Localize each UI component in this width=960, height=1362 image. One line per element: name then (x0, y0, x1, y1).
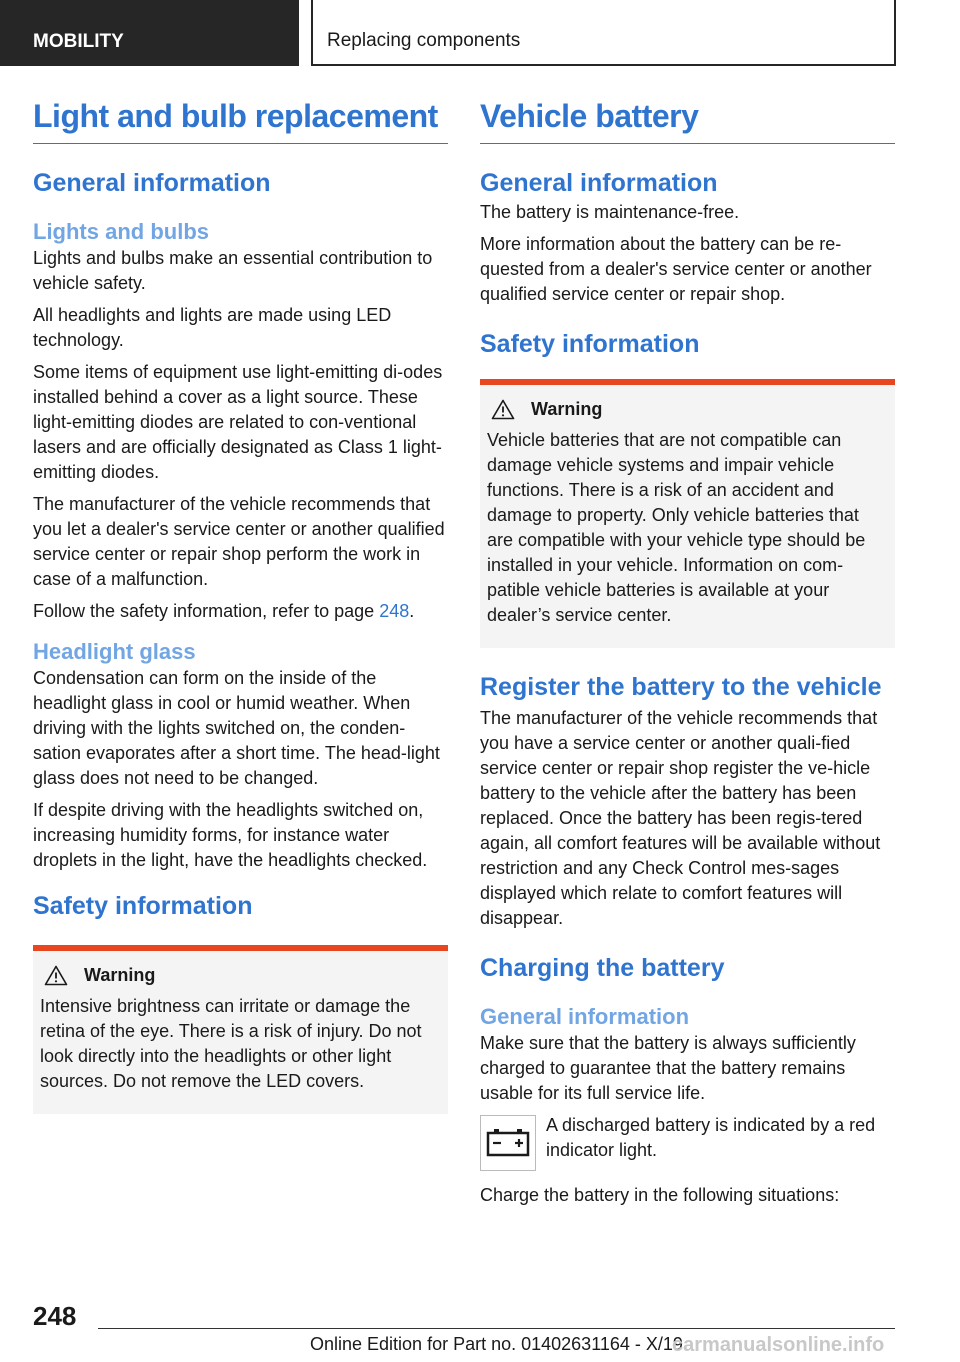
heading-lights-and-bulbs: Lights and bulbs (33, 219, 209, 244)
heading-charging-battery: Charging the battery (480, 954, 725, 982)
reference-text: Follow the safety information, refer to page (33, 601, 380, 621)
battery-indicator-text: A discharged battery is indicated by a red indicator light. (546, 1115, 876, 1160)
page-number: 248 (33, 1301, 77, 1331)
warning-title (40, 965, 441, 986)
heading-charging-general-information: General information (480, 1004, 690, 1029)
paragraph: The manufacturer of the vehicle recommends that you have a service center or another quali-fied service center or repair shop register the ve-hicle battery to the vehicle after the battery has been replaced. Once the battery has been regis-tered again, all comfort features will be available without restriction and any Check Control mes-sages displayed which relate to comfort features will disappear. (480, 708, 881, 928)
heading-safety-information: Safety information (33, 892, 253, 920)
heading-general-information: General information (33, 169, 271, 197)
warning-title (487, 399, 888, 420)
paragraph: All headlights and lights are made using LED technology. (33, 305, 392, 350)
paragraph: Some items of equipment use light-emitting di-odes installed behind a cover as a light source. These light-emitting diodes are related to con-ventional lasers and are officially designated as Class 1 light-emitting diodes. (33, 362, 443, 482)
watermark: carmanualsonline.info (672, 1334, 885, 1356)
warning-text: Vehicle batteries that are not compatible can damage vehicle systems and impair vehicle functions. There is a risk of an accident and damage to property. Only vehicle batteries that are compatible with your vehicle type should be installed in your vehicle. Information on com-patible vehicle batteries is available at your dealer’s service center. (487, 430, 866, 625)
heading-register-battery: Register the battery to the vehicle (480, 673, 882, 701)
heading-safety-information: Safety information (480, 330, 700, 358)
paragraph: Make sure that the battery is always sufficiently charged to guarantee that the battery remains usable for its full service life. (480, 1033, 856, 1103)
paragraph: Lights and bulbs make an essential contribution to vehicle safety. (33, 248, 433, 293)
warning-label: Warning (84, 965, 156, 985)
reference-suffix: . (409, 601, 415, 621)
paragraph: The manufacturer of the vehicle recommends that you let a dealer's service center or another qualified service center or repair shop perform the work in case of a malfunction. (33, 494, 445, 589)
warning-box (480, 379, 895, 648)
section-tab: MOBILITY (0, 0, 299, 66)
page-title-light-bulb: Light and bulb replacement (33, 98, 448, 144)
battery-indicator-icon (480, 1115, 536, 1171)
paragraph: If despite driving with the headlights switched on, increasing humidity forms, for instance water droplets in the light, have the headlights checked. (33, 800, 428, 870)
paragraph: Charge the battery in the following situations: (480, 1185, 840, 1205)
heading-general-information: General information (480, 169, 718, 197)
paragraph-page-reference (33, 599, 448, 624)
paragraph: More information about the battery can be re-quested from a dealer's service center or another qualified service center or repair shop. (480, 234, 872, 304)
warning-box (33, 945, 448, 1114)
warning-triangle-icon (491, 399, 515, 420)
paragraph: The battery is maintenance-free. (480, 202, 740, 222)
chapter-tab: Replacing components (311, 0, 896, 66)
left-column (33, 98, 448, 1114)
warning-triangle-icon (44, 965, 68, 986)
right-column (480, 98, 895, 1208)
heading-headlight-glass: Headlight glass (33, 639, 196, 664)
edition-text: Online Edition for Part no. 01402631164 - X/19 (310, 1334, 683, 1354)
warning-label: Warning (531, 399, 603, 419)
battery-indicator-row (480, 1115, 895, 1171)
footer-divider (98, 1328, 895, 1329)
page-title-vehicle-battery: Vehicle battery (480, 98, 895, 144)
paragraph: Condensation can form on the inside of the headlight glass in cool or humid weather. When driving with the lights switched on, the conden-sation evaporates after a short time. The head-light glass does not need to be changed. (33, 668, 440, 788)
warning-text: Intensive brightness can irritate or damage the retina of the eye. There is a risk of injury. Do not look directly into the headlights or other light sources. Do not remove the LED covers. (40, 996, 422, 1091)
page-link[interactable]: 248 (379, 601, 410, 621)
